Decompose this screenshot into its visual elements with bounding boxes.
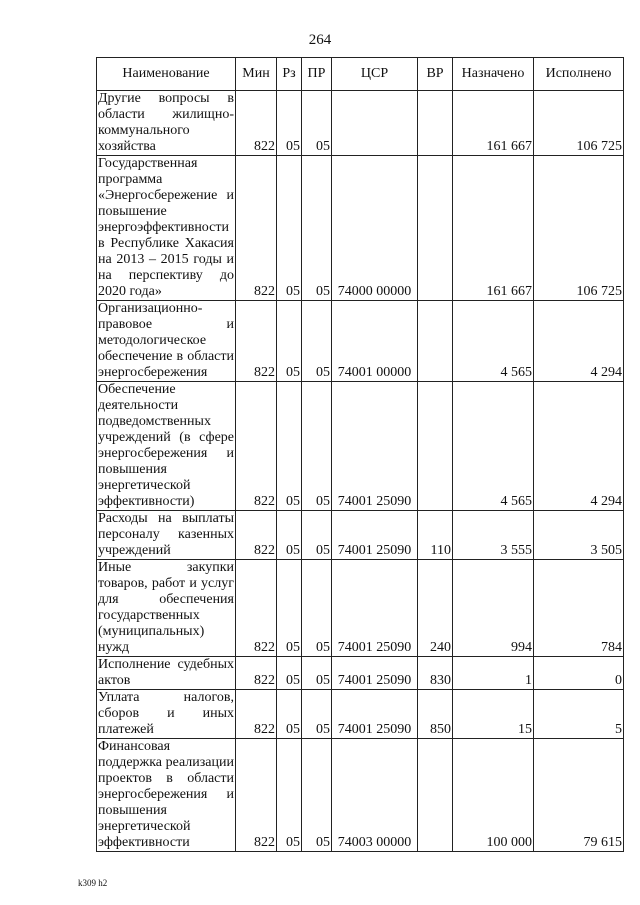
header-vr: ВР <box>418 58 453 91</box>
page-number: 264 <box>308 32 332 48</box>
cell-pr: 05 <box>302 690 332 739</box>
header-executed: Исполнено <box>534 58 624 91</box>
cell-name: Исполнение судебных актов <box>98 657 234 688</box>
header-rz: Рз <box>277 58 302 91</box>
cell-vr <box>418 739 453 852</box>
cell-rz: 05 <box>277 690 302 739</box>
cell-pr: 05 <box>302 156 332 301</box>
cell-assigned: 4 565 <box>453 301 534 382</box>
cell-pr: 05 <box>302 301 332 382</box>
cell-rz: 05 <box>277 91 302 156</box>
cell-executed: 4 294 <box>534 301 624 382</box>
cell-vr: 830 <box>418 657 453 690</box>
cell-assigned: 3 555 <box>453 511 534 560</box>
table-row <box>97 560 624 657</box>
cell-assigned: 15 <box>453 690 534 739</box>
cell-min: 822 <box>236 156 277 301</box>
cell-executed: 106 725 <box>534 91 624 156</box>
cell-executed: 4 294 <box>534 382 624 511</box>
cell-vr: 240 <box>418 560 453 657</box>
table-row <box>97 301 624 382</box>
header-min: Мин <box>236 58 277 91</box>
cell-vr <box>418 301 453 382</box>
cell-rz: 05 <box>277 560 302 657</box>
cell-name: Другие вопросы в области жилищно-коммунального хозяйства <box>98 91 234 154</box>
header-pr: ПР <box>302 58 332 91</box>
cell-csr: 74001 25090 <box>332 657 418 690</box>
cell-min: 822 <box>236 382 277 511</box>
cell-min: 822 <box>236 739 277 852</box>
cell-rz: 05 <box>277 382 302 511</box>
cell-assigned: 4 565 <box>453 382 534 511</box>
cell-assigned: 1 <box>453 657 534 690</box>
header-csr: ЦСР <box>332 58 418 91</box>
cell-pr: 05 <box>302 739 332 852</box>
cell-csr: 74001 25090 <box>332 690 418 739</box>
cell-executed: 3 505 <box>534 511 624 560</box>
header-name: Наименование <box>97 58 236 91</box>
cell-vr: 850 <box>418 690 453 739</box>
cell-rz: 05 <box>277 657 302 690</box>
table-row <box>97 91 624 156</box>
cell-csr: 74003 00000 <box>332 739 418 852</box>
cell-csr: 74001 00000 <box>332 301 418 382</box>
cell-rz: 05 <box>277 511 302 560</box>
cell-vr <box>418 91 453 156</box>
cell-pr: 05 <box>302 560 332 657</box>
cell-executed: 79 615 <box>534 739 624 852</box>
cell-min: 822 <box>236 91 277 156</box>
cell-name: Государственная программа «Энергосбережение и повышение энергоэффективности в Республике Хакасия на 2013 – 2015 годы и на перспективу до 2020 года» <box>98 156 234 299</box>
cell-csr: 74001 25090 <box>332 511 418 560</box>
table-body <box>97 91 624 852</box>
table-row <box>97 657 624 690</box>
cell-name: Организационно-правовое и методологическое обеспечение в области энергосбережения <box>98 301 234 380</box>
table-row <box>97 156 624 301</box>
footer-code: k309 h2 <box>78 878 108 888</box>
cell-csr: 74001 25090 <box>332 560 418 657</box>
table-header-row <box>97 58 624 91</box>
cell-name: Обеспечение деятельности подведомственных учреждений (в сфере энергосбережения и повышения энергетической эффективности) <box>98 382 234 509</box>
cell-rz: 05 <box>277 301 302 382</box>
cell-csr: 74001 25090 <box>332 382 418 511</box>
cell-min: 822 <box>236 657 277 690</box>
cell-csr: 74000 00000 <box>332 156 418 301</box>
table-row <box>97 739 624 852</box>
cell-pr: 05 <box>302 91 332 156</box>
cell-name: Расходы на выплаты персоналу казенных учреждений <box>98 511 234 558</box>
cell-assigned: 161 667 <box>453 156 534 301</box>
cell-vr: 110 <box>418 511 453 560</box>
budget-table <box>96 57 624 852</box>
cell-rz: 05 <box>277 739 302 852</box>
cell-pr: 05 <box>302 511 332 560</box>
cell-assigned: 994 <box>453 560 534 657</box>
cell-min: 822 <box>236 301 277 382</box>
cell-pr: 05 <box>302 657 332 690</box>
cell-min: 822 <box>236 511 277 560</box>
table-row <box>97 382 624 511</box>
table-row <box>97 511 624 560</box>
cell-executed: 784 <box>534 560 624 657</box>
cell-executed: 106 725 <box>534 156 624 301</box>
cell-rz: 05 <box>277 156 302 301</box>
cell-vr <box>418 382 453 511</box>
cell-name: Финансовая поддержка реализации проектов в области энергосбережения и повышения энергетической эффективности <box>98 739 234 850</box>
cell-assigned: 161 667 <box>453 91 534 156</box>
cell-vr <box>418 156 453 301</box>
table-row <box>97 690 624 739</box>
cell-assigned: 100 000 <box>453 739 534 852</box>
cell-executed: 0 <box>534 657 624 690</box>
cell-executed: 5 <box>534 690 624 739</box>
header-assigned: Назначено <box>453 58 534 91</box>
cell-name: Иные закупки товаров, работ и услуг для обеспечения государственных (муниципальных) нужд <box>98 560 234 655</box>
cell-csr <box>332 91 418 156</box>
cell-name: Уплата налогов, сборов и иных платежей <box>98 690 234 737</box>
cell-min: 822 <box>236 560 277 657</box>
cell-pr: 05 <box>302 382 332 511</box>
cell-min: 822 <box>236 690 277 739</box>
